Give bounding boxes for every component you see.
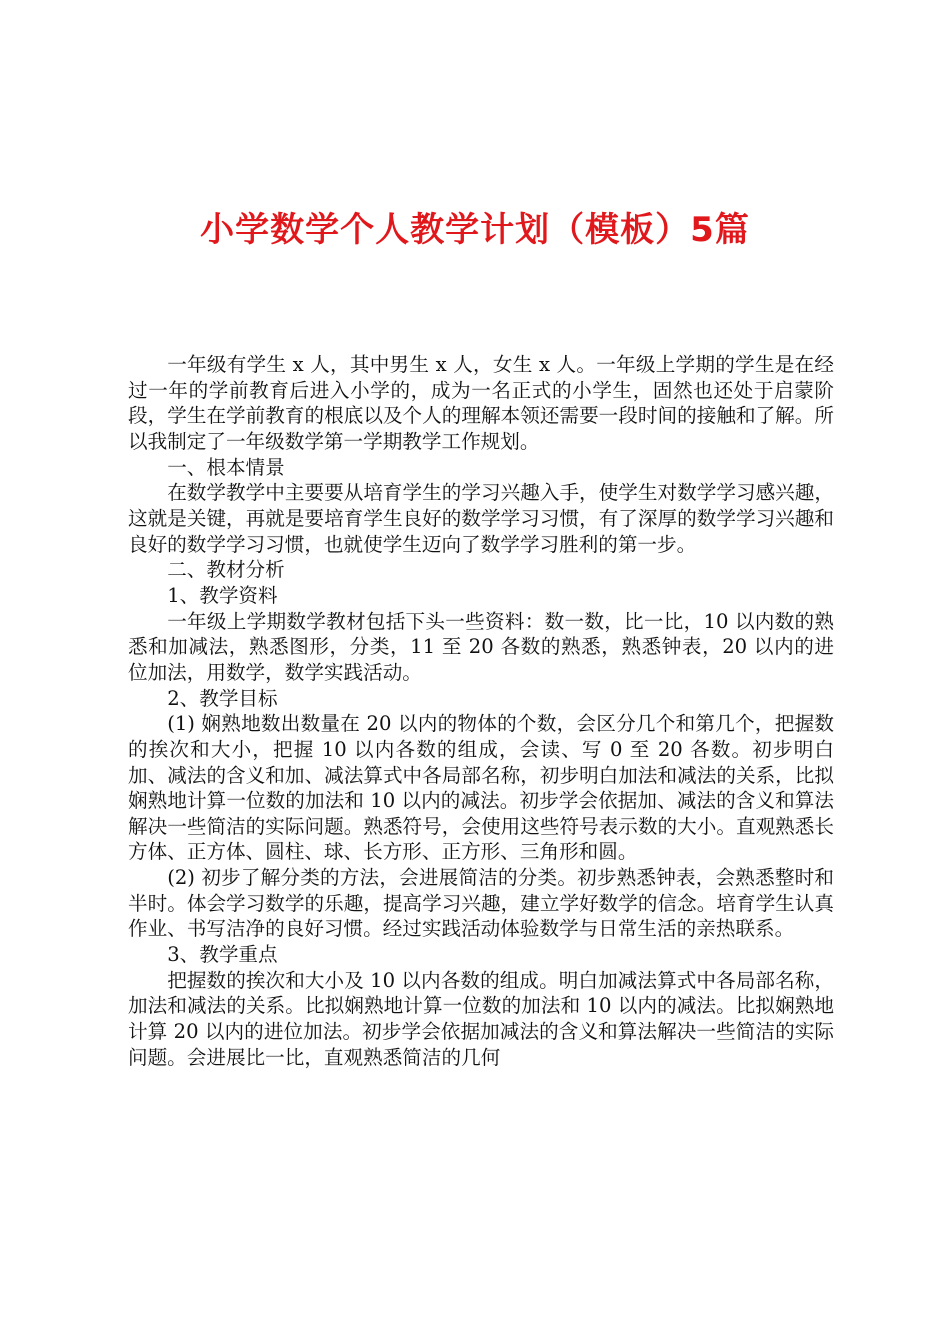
- teaching-goal-1-paragraph: (1) 娴熟地数出数量在 20 以内的物体的个数，会区分几个和第几个，把握数的挨次和大小，把握 10 以内各数的组成，会读、写 0 至 20 各数。初步明白加、减法的含义和加、减法算式中各局部名称，初步明白加法和减法的关系，比拟娴熟地计算一位数的加法和 10 以内的减法。初步学会依据加、减法的含义和算法解决一些简洁的实际问题。熟悉符号，会使用这些符号表示数的大小。直观熟悉长方体、正方体、圆柱、球、长方形、正方形、三角形和圆。: [128, 712, 834, 864]
- teaching-materials-paragraph: 一年级上学期数学教材包括下头一些资料：数一数，比一比，10 以内数的熟悉和加减法，熟悉图形，分类，11 至 20 各数的熟悉，熟悉钟表，20 以内的进位加法，用数学，数学实践活动。: [128, 609, 834, 684]
- section-heading-textbook-analysis: 二、教材分析: [167, 558, 285, 582]
- teaching-goal-2-paragraph: (2) 初步了解分类的方法，会进展简洁的分类。初步熟悉钟表，会熟悉整时和半时。体会学习数学的乐趣，提高学习兴趣，建立学好数学的信念。培育学生认真作业、书写洁净的良好习惯。经过实践活动体验数学与日常生活的亲热联系。: [128, 866, 834, 941]
- document-title: 小学数学个人教学计划（模板）5篇: [200, 210, 750, 250]
- subheading-teaching-focus: 3、教学重点: [167, 943, 278, 967]
- document-body: [128, 352, 834, 1070]
- intro-paragraph: 一年级有学生 x 人，其中男生 x 人，女生 x 人。一年级上学期的学生是在经过一年的学前教育后进入小学的，成为一名正式的小学生，固然也还处于启蒙阶段，学生在学前教育的根底以及个人的理解本领还需要一段时间的接触和了解。所以我制定了一年级数学第一学期教学工作规划。: [128, 353, 834, 453]
- basic-situation-paragraph: 在数学教学中主要要从培育学生的学习兴趣入手，使学生对数学学习感兴趣，这就是关键，再就是要培育学生良好的数学学习习惯，有了深厚的数学学习兴趣和良好的数学学习习惯，也就使学生迈向了数学学习胜利的第一步。: [128, 481, 834, 556]
- subheading-teaching-materials: 1、教学资料: [167, 583, 278, 607]
- section-heading-basic-situation: 一、根本情景: [167, 455, 285, 479]
- teaching-focus-paragraph: 把握数的挨次和大小及 10 以内各数的组成。明白加减法算式中各局部名称，加法和减法的关系。比拟娴熟地计算一位数的加法和 10 以内的减法。比拟娴熟地计算 20 以内的进位加法。初步学会依据加减法的含义和算法解决一些简洁的实际问题。会进展比一比，直观熟悉简洁的几何: [128, 968, 834, 1069]
- subheading-teaching-goals: 2、教学目标: [167, 686, 278, 710]
